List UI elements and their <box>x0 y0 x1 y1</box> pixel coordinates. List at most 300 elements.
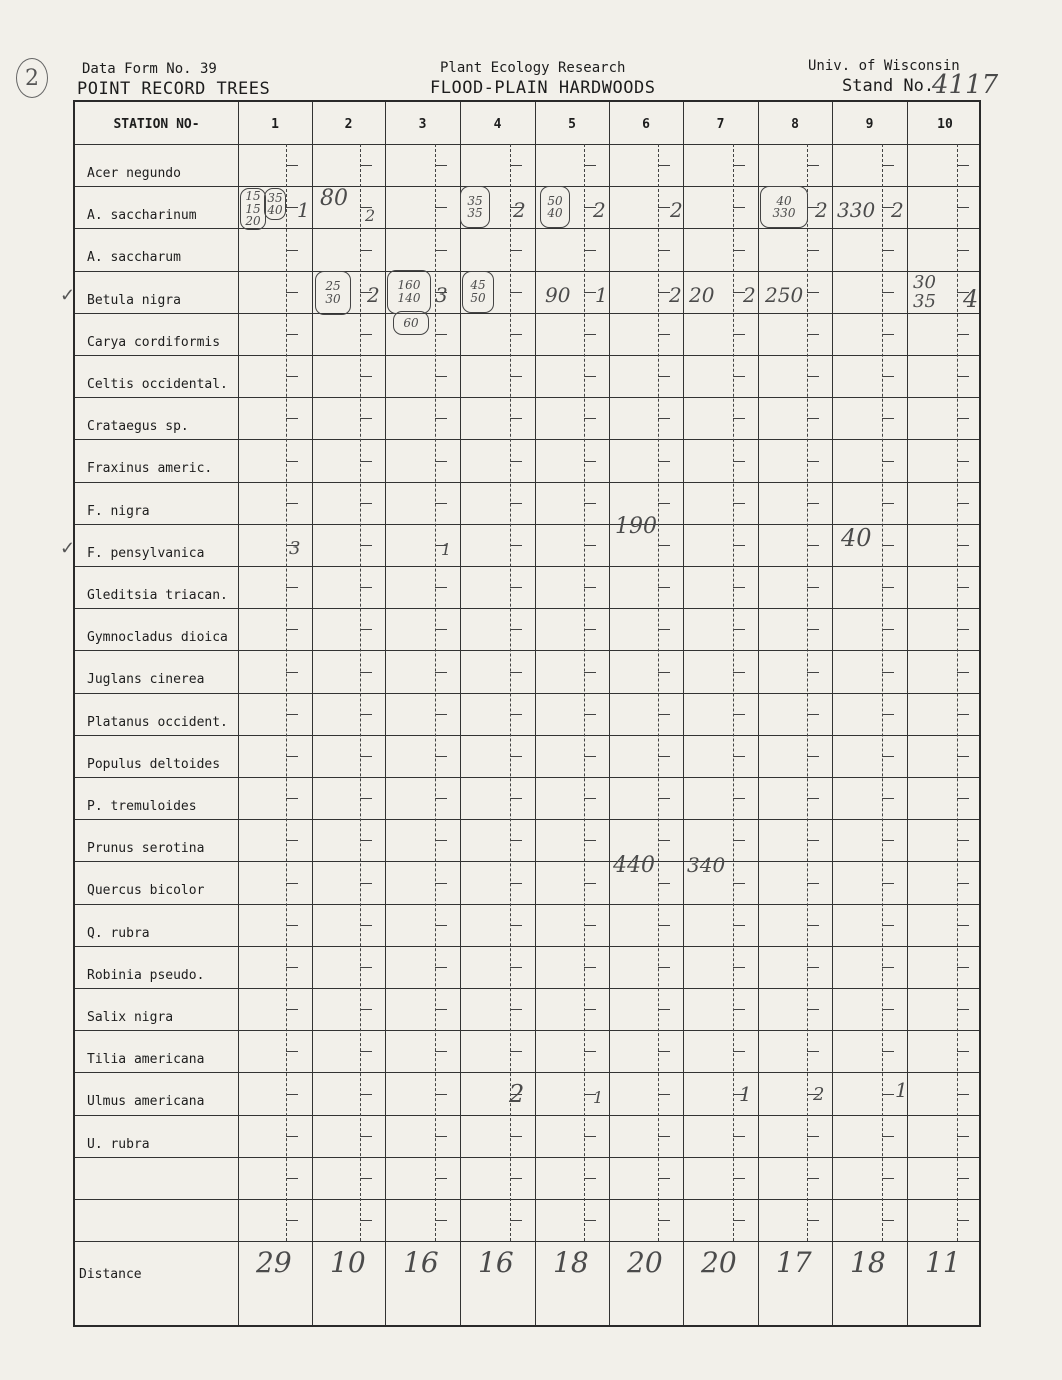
row-divider <box>75 1199 979 1200</box>
row-tick <box>286 418 298 419</box>
circled-diameters <box>315 271 351 315</box>
row-tick <box>957 1094 969 1095</box>
circled-value: 40 <box>776 193 792 208</box>
row-tick <box>882 165 894 166</box>
stand-label: Stand No. <box>842 76 935 96</box>
distance-value: 18 <box>553 1246 589 1280</box>
row-tick <box>807 418 819 419</box>
row-tick <box>733 376 745 377</box>
row-tick <box>435 1178 447 1179</box>
distance-value: 20 <box>627 1246 663 1280</box>
row-tick <box>584 376 596 377</box>
species-label: F. pensylvanica <box>87 545 205 561</box>
tree-count: 2 <box>670 198 683 223</box>
row-tick <box>435 672 447 673</box>
row-divider <box>75 355 979 356</box>
row-divider <box>75 608 979 609</box>
tree-count: 3 <box>435 282 448 307</box>
row-tick <box>584 1051 596 1052</box>
row-tick <box>807 587 819 588</box>
row-tick <box>733 1009 745 1010</box>
row-divider <box>75 1072 979 1073</box>
row-tick <box>510 840 522 841</box>
column-divider <box>683 102 684 1325</box>
station-number: 8 <box>791 117 799 132</box>
row-tick <box>584 1136 596 1137</box>
row-tick <box>360 1051 372 1052</box>
row-tick <box>658 756 670 757</box>
row-tick <box>733 461 745 462</box>
row-tick <box>360 883 372 884</box>
row-tick <box>882 1178 894 1179</box>
row-divider <box>75 650 979 651</box>
station-number: 3 <box>418 117 427 132</box>
row-tick <box>882 503 894 504</box>
row-tick <box>658 925 670 926</box>
row-tick <box>882 967 894 968</box>
row-divider <box>75 1030 979 1031</box>
tree-count: 2 <box>891 198 904 223</box>
row-tick <box>286 756 298 757</box>
diameter-value: 250 <box>765 282 804 307</box>
row-tick <box>584 629 596 630</box>
species-label: Q. rubra <box>87 925 150 941</box>
row-divider <box>75 861 979 862</box>
row-tick <box>510 503 522 504</box>
diameter-value: 30 <box>913 271 936 293</box>
circled-value: 50 <box>470 290 486 305</box>
row-tick <box>957 925 969 926</box>
row-tick <box>658 1178 670 1179</box>
row-tick <box>510 925 522 926</box>
count-column-divider <box>435 144 436 1241</box>
row-tick <box>360 461 372 462</box>
row-tick <box>286 292 298 293</box>
diameter-value: 330 <box>837 198 876 223</box>
row-tick <box>957 545 969 546</box>
species-label: Ulmus americana <box>87 1094 205 1110</box>
row-divider <box>75 482 979 483</box>
row-tick <box>658 503 670 504</box>
column-divider <box>385 102 386 1325</box>
row-tick <box>435 967 447 968</box>
distance-value: 18 <box>850 1246 886 1280</box>
species-label: F. nigra <box>87 503 150 519</box>
row-tick <box>286 1009 298 1010</box>
tree-count: 2 <box>513 198 526 223</box>
tree-count: 4 <box>963 284 979 313</box>
circled-value: 15 <box>245 201 261 216</box>
circled-value: 20 <box>245 214 261 229</box>
row-tick <box>957 587 969 588</box>
row-tick <box>360 1136 372 1137</box>
row-divider <box>75 228 979 229</box>
species-label: Crataegus sp. <box>87 419 189 435</box>
row-tick <box>435 1136 447 1137</box>
row-tick <box>435 1220 447 1221</box>
row-tick <box>807 165 819 166</box>
row-tick <box>360 1220 372 1221</box>
column-divider <box>758 102 759 1325</box>
diameter-value: 440 <box>613 853 655 879</box>
count-column-divider <box>882 144 883 1241</box>
row-tick <box>360 798 372 799</box>
row-tick <box>957 503 969 504</box>
row-tick <box>807 967 819 968</box>
row-tick <box>510 587 522 588</box>
column-divider <box>535 102 536 1325</box>
row-tick <box>286 165 298 166</box>
tree-count: 1 <box>593 1088 604 1108</box>
row-tick <box>360 545 372 546</box>
station-number: 7 <box>716 117 725 132</box>
row-tick <box>510 545 522 546</box>
diameter-value: 20 <box>689 282 715 307</box>
tree-count: 1 <box>297 198 310 223</box>
diameter-value: 340 <box>687 853 726 878</box>
circled-value: 140 <box>397 290 421 305</box>
row-tick <box>733 418 745 419</box>
row-tick <box>658 545 670 546</box>
distance-value: 29 <box>256 1246 292 1280</box>
row-tick <box>733 967 745 968</box>
row-tick <box>957 1009 969 1010</box>
tree-count: 3 <box>289 537 301 559</box>
row-tick <box>658 1051 670 1052</box>
row-tick <box>360 1178 372 1179</box>
row-tick <box>658 967 670 968</box>
species-label: Gleditsia triacan. <box>87 588 228 603</box>
row-tick <box>733 587 745 588</box>
distance-value: 16 <box>403 1246 439 1280</box>
row-tick <box>360 925 372 926</box>
row-tick <box>658 587 670 588</box>
distance-value: 11 <box>925 1246 961 1280</box>
station-number: 5 <box>568 117 576 132</box>
row-tick <box>882 1009 894 1010</box>
row-tick <box>807 545 819 546</box>
row-tick <box>435 1009 447 1010</box>
row-tick <box>807 1051 819 1052</box>
row-tick <box>733 798 745 799</box>
row-tick <box>510 714 522 715</box>
column-divider <box>609 102 610 1325</box>
row-divider <box>75 439 979 440</box>
row-tick <box>733 207 745 208</box>
row-tick <box>957 1136 969 1137</box>
row-tick <box>807 292 819 293</box>
row-tick <box>882 798 894 799</box>
row-tick <box>584 1220 596 1221</box>
row-tick <box>658 840 670 841</box>
circled-diameters <box>760 186 808 228</box>
row-tick <box>957 714 969 715</box>
row-tick <box>584 1178 596 1179</box>
row-tick <box>360 1009 372 1010</box>
row-tick <box>733 165 745 166</box>
row-tick <box>510 1220 522 1221</box>
row-tick <box>435 629 447 630</box>
row-tick <box>957 840 969 841</box>
station-header: STATION NO- <box>113 117 200 132</box>
row-tick <box>435 503 447 504</box>
row-tick <box>807 503 819 504</box>
species-label: Salix nigra <box>87 1010 174 1025</box>
row-tick <box>286 798 298 799</box>
station-number: 2 <box>344 117 353 132</box>
row-tick <box>584 798 596 799</box>
row-tick <box>510 1136 522 1137</box>
row-tick <box>286 1220 298 1221</box>
row-tick <box>584 165 596 166</box>
station-number: 9 <box>865 117 874 132</box>
row-tick <box>510 250 522 251</box>
row-tick <box>807 883 819 884</box>
row-tick <box>435 418 447 419</box>
row-tick <box>286 840 298 841</box>
row-tick <box>435 461 447 462</box>
species-label: Prunus serotina <box>87 841 205 857</box>
species-label: A. saccharinum <box>87 208 197 224</box>
row-tick <box>882 1094 894 1095</box>
row-tick <box>807 334 819 335</box>
row-tick <box>435 334 447 335</box>
row-tick <box>510 165 522 166</box>
row-tick <box>658 376 670 377</box>
row-tick <box>733 503 745 504</box>
row-tick <box>658 714 670 715</box>
row-tick <box>286 925 298 926</box>
row-tick <box>882 883 894 884</box>
row-tick <box>957 334 969 335</box>
row-tick <box>882 418 894 419</box>
circled-diameters <box>460 186 490 228</box>
row-tick <box>360 840 372 841</box>
distance-value: 20 <box>701 1246 737 1280</box>
circled-value: 35 <box>267 190 283 205</box>
count-column-divider <box>360 144 361 1241</box>
row-divider <box>75 271 979 272</box>
circled-diameters <box>540 186 570 228</box>
row-tick <box>658 798 670 799</box>
row-tick <box>658 250 670 251</box>
row-tick <box>957 1178 969 1179</box>
row-tick <box>658 883 670 884</box>
species-label: Populus deltoides <box>87 756 221 772</box>
row-tick <box>882 629 894 630</box>
row-tick <box>286 376 298 377</box>
distance-value: 16 <box>478 1246 514 1280</box>
row-tick <box>658 629 670 630</box>
species-label: Platanus occident. <box>87 714 228 730</box>
station-number: 10 <box>937 117 953 132</box>
row-tick <box>510 967 522 968</box>
column-divider <box>832 102 833 1325</box>
tree-count: 2 <box>669 282 682 307</box>
circled-diameters <box>264 188 286 220</box>
row-divider <box>75 819 979 820</box>
species-label: Tilia americana <box>87 1052 205 1068</box>
row-tick <box>882 756 894 757</box>
row-tick <box>584 1009 596 1010</box>
row-divider <box>75 186 979 187</box>
row-tick <box>957 1220 969 1221</box>
circled-diameters <box>387 270 431 314</box>
row-divider <box>75 904 979 905</box>
count-column-divider <box>733 144 734 1241</box>
row-tick <box>360 629 372 630</box>
row-tick <box>733 629 745 630</box>
distance-value: 10 <box>330 1246 366 1280</box>
row-tick <box>360 376 372 377</box>
row-tick <box>882 840 894 841</box>
row-tick <box>658 418 670 419</box>
row-tick <box>957 967 969 968</box>
row-tick <box>957 207 969 208</box>
row-tick <box>658 1220 670 1221</box>
row-tick <box>957 250 969 251</box>
row-tick <box>807 1220 819 1221</box>
row-tick <box>286 250 298 251</box>
row-tick <box>360 672 372 673</box>
row-tick <box>510 461 522 462</box>
row-tick <box>286 334 298 335</box>
row-tick <box>957 165 969 166</box>
row-tick <box>957 1051 969 1052</box>
row-tick <box>733 925 745 926</box>
count-column-divider <box>957 144 958 1241</box>
circled-value: 60 <box>403 315 419 330</box>
row-tick <box>435 883 447 884</box>
row-tick <box>584 545 596 546</box>
row-tick <box>435 1094 447 1095</box>
species-label: Betula nigra <box>87 292 181 308</box>
form-number: Data Form No. 39 <box>82 61 217 77</box>
circled-value: 40 <box>547 206 563 221</box>
tree-count: 2 <box>813 1084 825 1106</box>
row-tick <box>286 1136 298 1137</box>
row-divider <box>75 735 979 736</box>
tree-count: 1 <box>441 539 452 559</box>
row-tick <box>733 714 745 715</box>
row-tick <box>807 1178 819 1179</box>
check-mark: ✓ <box>60 537 76 559</box>
row-tick <box>286 503 298 504</box>
row-tick <box>510 418 522 419</box>
form-title: POINT RECORD TREES <box>77 79 271 99</box>
species-label: Quercus bicolor <box>87 883 205 899</box>
row-tick <box>584 418 596 419</box>
circled-value: 330 <box>772 206 796 221</box>
column-divider <box>238 102 239 1325</box>
circled-diameter-extra <box>393 311 429 335</box>
row-tick <box>658 461 670 462</box>
species-label: U. rubra <box>87 1136 150 1152</box>
row-tick <box>957 672 969 673</box>
row-divider <box>75 693 979 694</box>
tree-count: 2 <box>815 198 828 223</box>
row-tick <box>957 418 969 419</box>
row-tick <box>807 1136 819 1137</box>
row-tick <box>807 840 819 841</box>
distance-value: 17 <box>776 1246 812 1280</box>
row-tick <box>733 1051 745 1052</box>
row-tick <box>584 925 596 926</box>
row-tick <box>435 207 447 208</box>
station-number: 1 <box>271 117 279 132</box>
row-tick <box>584 756 596 757</box>
station-number: 4 <box>493 117 502 132</box>
row-tick <box>957 883 969 884</box>
species-label: Carya cordiformis <box>87 334 221 350</box>
row-tick <box>286 672 298 673</box>
row-divider <box>75 946 979 947</box>
row-tick <box>360 418 372 419</box>
row-tick <box>807 925 819 926</box>
row-tick <box>733 1220 745 1221</box>
diameter-value: 190 <box>615 513 657 539</box>
row-tick <box>882 672 894 673</box>
tree-count: 2 <box>367 282 380 307</box>
row-divider <box>75 988 979 989</box>
row-tick <box>658 672 670 673</box>
row-tick <box>360 1094 372 1095</box>
diameter-value: 40 <box>841 523 872 552</box>
row-tick <box>286 461 298 462</box>
row-tick <box>435 250 447 251</box>
circled-value: 25 <box>325 279 341 293</box>
row-tick <box>733 672 745 673</box>
row-tick <box>510 798 522 799</box>
row-tick <box>658 1009 670 1010</box>
count-column-divider <box>510 144 511 1241</box>
row-tick <box>360 334 372 335</box>
row-divider <box>75 397 979 398</box>
row-tick <box>360 250 372 251</box>
row-tick <box>435 376 447 377</box>
university: Univ. of Wisconsin <box>808 58 960 74</box>
row-tick <box>882 1136 894 1137</box>
row-tick <box>882 334 894 335</box>
row-tick <box>658 207 670 208</box>
row-tick <box>882 587 894 588</box>
point-record-table <box>60 100 981 1327</box>
row-tick <box>510 629 522 630</box>
species-label: Fraxinus americ. <box>87 461 213 477</box>
row-tick <box>882 545 894 546</box>
row-tick <box>882 714 894 715</box>
row-tick <box>957 798 969 799</box>
row-tick <box>510 1051 522 1052</box>
row-tick <box>733 250 745 251</box>
row-tick <box>435 587 447 588</box>
stand-number-handwritten: 4117 <box>932 70 999 100</box>
circled-diameters <box>462 271 494 313</box>
row-tick <box>882 1051 894 1052</box>
circled-value: 15 <box>245 189 261 204</box>
row-tick <box>286 714 298 715</box>
tree-count: 2 <box>743 282 756 307</box>
station-number: 6 <box>642 117 650 132</box>
row-tick <box>510 1178 522 1179</box>
row-tick <box>882 925 894 926</box>
circled-value: 160 <box>397 278 421 292</box>
row-tick <box>658 165 670 166</box>
row-tick <box>733 334 745 335</box>
row-tick <box>807 798 819 799</box>
column-divider <box>312 102 313 1325</box>
row-tick <box>733 840 745 841</box>
